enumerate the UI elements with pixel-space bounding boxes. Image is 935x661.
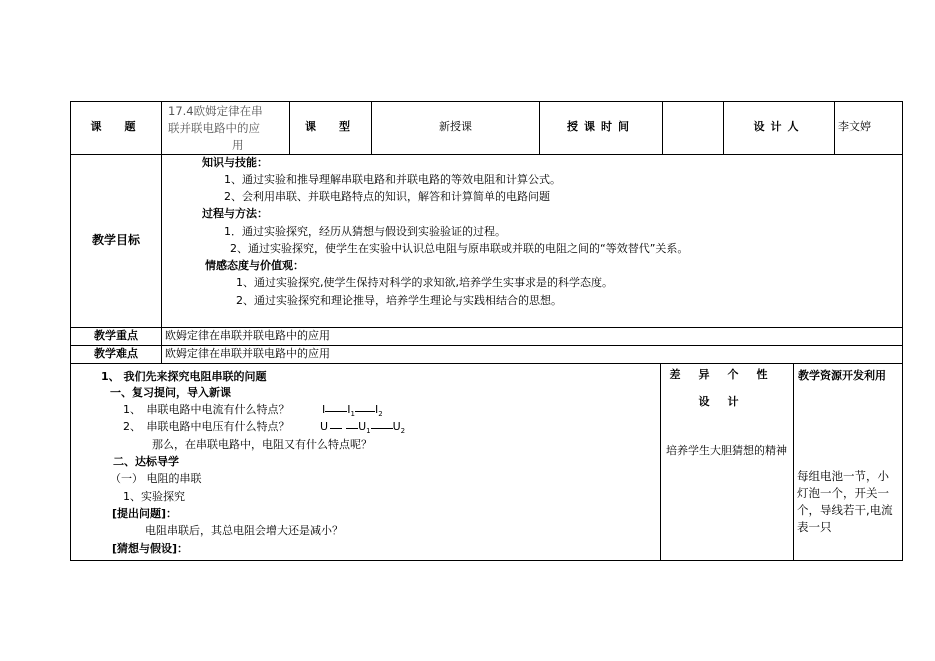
difficulty-value: 欧姆定律在串联并联电路中的应用: [165, 347, 330, 360]
emotion-item-2: 2、通过实验探究和理论推导，培养学生理论与实践相结合的思想。: [236, 294, 562, 307]
ask-text: 电阻串联后，其总电阻会增大还是减小？: [145, 524, 343, 537]
process-title: 过程与方法：: [202, 207, 268, 220]
experiment-title: 1、实验探究: [123, 490, 185, 503]
question-2: 2、 串联电路中电压有什么特点？: [123, 420, 290, 433]
question-3: 那么，在串联电路中，电阻又有什么特点呢？: [152, 438, 372, 451]
type-value: 新授课: [439, 120, 472, 133]
knowledge-title: 知识与技能：: [202, 156, 268, 169]
key-point-label: 教学重点: [94, 329, 138, 342]
section-1-title: 1、 我们先来探究电阻串联的问题: [101, 370, 267, 383]
ask-title: [提出问题]：: [112, 507, 178, 520]
difference-text: 培养学生大胆猜想的精神: [666, 444, 787, 457]
topic-label: 课 题: [90, 120, 142, 133]
knowledge-item-1: 1、通过实验和推导理解串联电路和并联电路的等效电阻和计算公式。: [224, 173, 561, 186]
part-1-title: （一） 电阻的串联: [110, 472, 202, 485]
difference-title-line1: 差异个性: [669, 368, 786, 381]
guess-title: [猜想与假设]：: [112, 542, 189, 555]
row-divider-keypoint: [70, 345, 903, 346]
col-divider: [662, 101, 663, 154]
difference-title-line2: 设计: [698, 395, 757, 408]
row-divider-header: [70, 154, 903, 155]
col-divider: [660, 363, 661, 561]
question-1: 1、 串联电路中电流有什么特点？: [123, 403, 290, 416]
knowledge-item-2: 2、会利用串联、并联电路特点的知识，解答和计算简单的电路问题: [224, 190, 550, 203]
process-item-1: 1．通过实验探究，经历从猜想与假设到实验验证的过程。: [224, 225, 506, 238]
topic-value-line3: 用: [232, 138, 244, 152]
type-label: 课 型: [305, 120, 356, 133]
difficulty-label: 教学难点: [94, 347, 138, 360]
col-divider: [161, 101, 162, 363]
review-title: 一、复习提问，导入新课: [110, 386, 231, 399]
topic-value-line1: 17.4欧姆定律在串: [168, 104, 263, 118]
formula-voltage: U $U_1$ $U_2$: [320, 420, 406, 436]
resources-text: 每组电池一节，小灯泡一个，开关一个，导线若干,电流表一只: [797, 469, 893, 534]
guide-title: 二、达标导学: [113, 455, 179, 468]
topic-value-line2: 联并联电路中的应: [168, 121, 260, 135]
process-item-2: 2、通过实验探究，使学生在实验中认识总电阻与原串联或并联的电阻之间的“等效替代”关系。: [230, 242, 689, 255]
col-divider: [834, 101, 835, 154]
row-divider-goals: [70, 327, 903, 328]
designer-value: 李文婷: [838, 120, 871, 133]
goals-label: 教学目标: [91, 233, 140, 247]
col-divider: [793, 363, 794, 561]
emotion-title: 情感态度与价值观：: [205, 259, 304, 272]
row-divider-difficulty: [70, 363, 903, 364]
emotion-item-1: 1、通过实验探究,使学生保持对科学的求知欲,培养学生实事求是的科学态度。: [236, 276, 613, 289]
key-point-value: 欧姆定律在串联并联电路中的应用: [165, 329, 330, 342]
designer-label: 设计人: [753, 120, 805, 133]
formula-current: I $I_1$ $I_2$: [322, 403, 383, 419]
resources-title: 教学资源开发利用: [798, 369, 886, 382]
time-label: 授课时间: [567, 120, 635, 133]
